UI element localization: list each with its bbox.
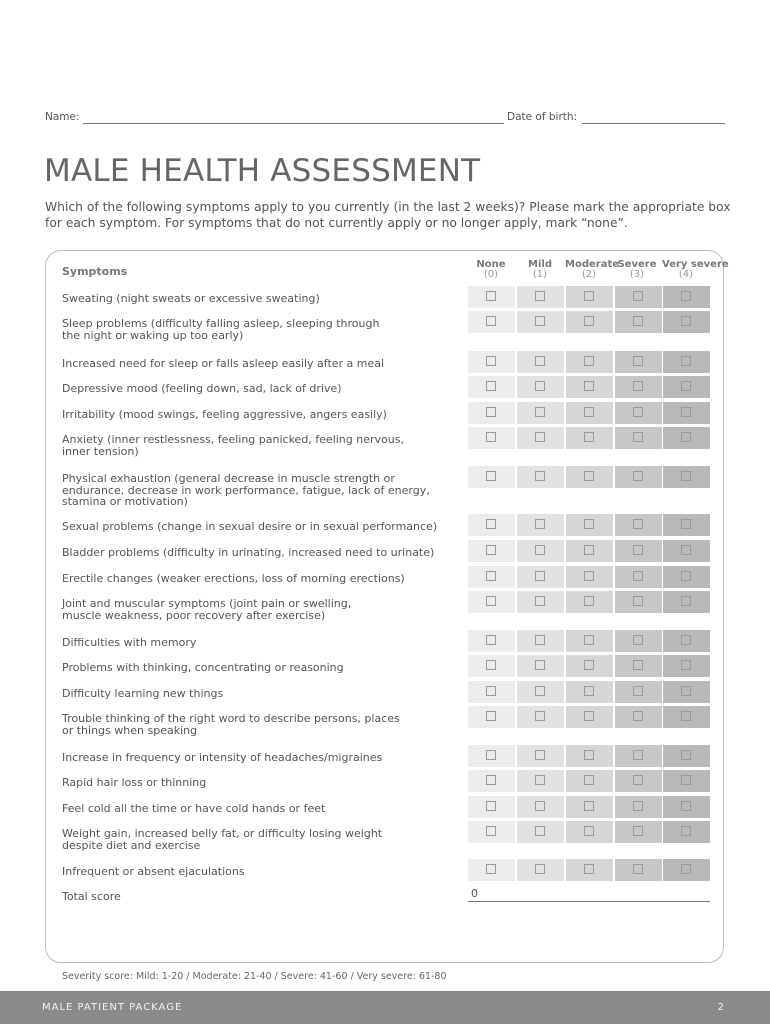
rating-checkbox[interactable] [584,635,594,645]
rating-cell-severe [615,402,662,424]
rating-cell-severe [615,630,662,652]
rating-cell-none [468,655,515,677]
rating-cell-none [468,630,515,652]
rating-checkbox[interactable] [633,571,643,581]
rating-checkbox[interactable] [486,801,496,811]
rating-checkbox[interactable] [681,801,691,811]
symptom-label [62,293,462,305]
rating-checkbox[interactable] [681,826,691,836]
rating-checkbox[interactable] [633,545,643,555]
rating-checkbox[interactable] [681,519,691,529]
rating-checkbox[interactable] [633,711,643,721]
symptom-label-line: Trouble thinking of the right word to describe persons, places [62,712,400,725]
rating-cell-none [468,286,515,308]
column-header-none [467,260,515,280]
rating-cell-none [468,376,515,398]
rating-checkbox[interactable] [633,407,643,417]
rating-checkbox[interactable] [681,660,691,670]
rating-checkbox[interactable] [535,826,545,836]
rating-cell-mild [517,859,564,881]
symptom-label [62,547,462,559]
rating-checkbox[interactable] [633,432,643,442]
rating-checkbox[interactable] [633,826,643,836]
symptom-label-line: Increased need for sleep or falls asleep easily after a meal [62,357,385,370]
symptom-label-line: endurance, decrease in work performance, fatigue, lack of energy, [62,483,430,497]
rating-cell-moderate [566,427,613,449]
rating-cell-mild [517,706,564,728]
column-name: None [476,259,506,270]
rating-checkbox[interactable] [486,635,496,645]
rating-cell-very-severe [663,859,710,881]
rating-cell-none [468,859,515,881]
rating-checkbox[interactable] [486,750,496,760]
symptom-label [62,866,462,878]
rating-checkbox[interactable] [633,775,643,785]
rating-cell-none [468,351,515,373]
rating-cell-none [468,514,515,536]
rating-checkbox[interactable] [633,864,643,874]
rating-cell-mild [517,821,564,843]
rating-cell-severe [615,770,662,792]
column-header-very-severe [662,259,729,280]
symptom-label-line: Depressive mood (feeling down, sad, lack of drive) [62,382,342,395]
rating-checkbox[interactable] [681,635,691,645]
rating-cell-mild [517,514,564,536]
rating-cell-very-severe [663,402,710,424]
instructions [45,199,735,231]
rating-cell-moderate [566,796,613,818]
symptom-label-line: Rapid hair loss or thinning [62,776,207,789]
column-score: (3) [629,269,645,280]
rating-checkbox[interactable] [535,660,545,670]
rating-cell-mild [517,311,564,333]
rating-cell-none [468,466,515,488]
rating-cell-mild [517,566,564,588]
severity-note: Severity score: Mild: 1-20 / Moderate: 21-40 / Severe: 41-60 / Very severe: 61-80 [62,971,447,982]
rating-checkbox[interactable] [681,571,691,581]
rating-checkbox[interactable] [584,381,594,391]
rating-checkbox[interactable] [633,660,643,670]
rating-checkbox[interactable] [633,686,643,696]
rating-cell-mild [517,351,564,373]
rating-cell-very-severe [663,745,710,767]
rating-checkbox[interactable] [486,826,496,836]
rating-checkbox[interactable] [633,471,643,481]
rating-checkbox[interactable] [633,635,643,645]
rating-checkbox[interactable] [633,750,643,760]
rating-cell-very-severe [663,466,710,488]
rating-cell-very-severe [663,770,710,792]
rating-checkbox[interactable] [535,432,545,442]
symptom-label [62,598,462,621]
column-header-moderate [565,259,620,280]
rating-cell-none [468,796,515,818]
rating-checkbox[interactable] [535,356,545,366]
symptom-label-line: stamina or motivation) [62,495,188,508]
rating-checkbox[interactable] [681,545,691,555]
total-score-label: Total score [62,890,121,903]
rating-cell-moderate [566,566,613,588]
rating-checkbox[interactable] [681,316,691,326]
rating-checkbox[interactable] [584,775,594,785]
rating-checkbox[interactable] [486,545,496,555]
rating-cell-none [468,402,515,424]
rating-cell-very-severe [663,796,710,818]
rating-checkbox[interactable] [633,356,643,366]
symptom-label-line: Problems with thinking, concentrating or reasoning [62,661,344,674]
rating-checkbox[interactable] [486,432,496,442]
rating-checkbox[interactable] [633,381,643,391]
rating-checkbox[interactable] [486,291,496,301]
rating-cell-none [468,311,515,333]
symptom-label-line: Bladder problems (difficulty in urinating, increased need to urinate) [62,546,435,559]
column-name: Severe [617,259,657,270]
rating-checkbox[interactable] [681,381,691,391]
rating-checkbox[interactable] [535,381,545,391]
rating-cell-very-severe [663,821,710,843]
total-score-line [468,901,710,902]
rating-cell-severe [615,745,662,767]
rating-cell-mild [517,402,564,424]
symptom-label-line: Erectile changes (weaker erections, loss of morning erections) [62,572,405,585]
rating-checkbox[interactable] [633,801,643,811]
rating-cell-moderate [566,591,613,613]
symptom-label [62,803,462,815]
rating-cell-severe [615,427,662,449]
rating-checkbox[interactable] [535,711,545,721]
rating-cell-moderate [566,681,613,703]
rating-cell-very-severe [663,514,710,536]
symptom-label-line: Joint and muscular symptoms (joint pain or swelling, [62,597,352,610]
rating-checkbox[interactable] [486,686,496,696]
rating-cell-none [468,681,515,703]
rating-checkbox[interactable] [584,750,594,760]
rating-checkbox[interactable] [535,519,545,529]
rating-checkbox[interactable] [584,801,594,811]
rating-cell-severe [615,655,662,677]
rating-cell-severe [615,286,662,308]
rating-cell-very-severe [663,655,710,677]
rating-cell-moderate [566,286,613,308]
symptom-label-line: Sexual problems (change in sexual desire or in sexual performance) [62,520,438,533]
rating-checkbox[interactable] [584,432,594,442]
column-score: (0) [483,269,499,280]
rating-cell-very-severe [663,286,710,308]
rating-checkbox[interactable] [633,596,643,606]
rating-checkbox[interactable] [584,545,594,555]
symptom-label-line: the night or waking up too early) [62,328,244,342]
rating-cell-mild [517,540,564,562]
rating-cell-moderate [566,351,613,373]
rating-cell-severe [615,351,662,373]
symptom-label [62,662,462,674]
rating-checkbox[interactable] [486,571,496,581]
symptom-label-line: Feel cold all the time or have cold hands or feet [62,802,326,815]
rating-cell-moderate [566,859,613,881]
rating-cell-moderate [566,706,613,728]
rating-checkbox[interactable] [535,407,545,417]
rating-cell-moderate [566,311,613,333]
rating-cell-mild [517,681,564,703]
rating-cell-severe [615,311,662,333]
rating-cell-mild [517,427,564,449]
page-number: 2 [717,1002,724,1013]
rating-cell-moderate [566,745,613,767]
rating-checkbox[interactable] [681,432,691,442]
symptom-label-line: muscle weakness, poor recovery after exercise) [62,608,326,622]
name-field[interactable] [83,123,504,124]
rating-cell-moderate [566,655,613,677]
rating-checkbox[interactable] [535,864,545,874]
symptom-label-line: despite diet and exercise [62,838,201,852]
rating-checkbox[interactable] [633,291,643,301]
rating-checkbox[interactable] [535,801,545,811]
rating-cell-severe [615,376,662,398]
rating-checkbox[interactable] [681,471,691,481]
column-name: Mild [528,259,552,270]
rating-cell-severe [615,796,662,818]
rating-cell-mild [517,466,564,488]
rating-cell-moderate [566,821,613,843]
rating-cell-none [468,821,515,843]
column-score: (2) [581,269,597,280]
rating-cell-none [468,540,515,562]
rating-cell-none [468,591,515,613]
rating-checkbox[interactable] [584,596,594,606]
symptom-label [62,752,462,764]
symptom-label [62,383,462,395]
rating-checkbox[interactable] [584,519,594,529]
rating-checkbox[interactable] [681,864,691,874]
symptom-label [62,713,462,736]
rating-checkbox[interactable] [681,686,691,696]
footer-title: MALE PATIENT PACKAGE [42,1002,183,1013]
rating-cell-none [468,427,515,449]
symptom-label-line: Difficulties with memory [62,636,197,649]
rating-checkbox[interactable] [535,635,545,645]
column-header-mild [516,260,564,280]
rating-cell-very-severe [663,566,710,588]
symptom-label [62,573,462,585]
rating-checkbox[interactable] [535,316,545,326]
rating-checkbox[interactable] [584,471,594,481]
rating-cell-severe [615,466,662,488]
symptom-label-line: Physical exhaustion (general decrease in muscle strength or [62,472,395,485]
rating-checkbox[interactable] [584,356,594,366]
page-footer [0,991,770,1024]
symptom-label-line: Irritability (mood swings, feeling aggressive, angers easily) [62,408,387,421]
rating-cell-mild [517,286,564,308]
rating-cell-moderate [566,514,613,536]
rating-cell-moderate [566,540,613,562]
rating-cell-very-severe [663,630,710,652]
rating-cell-severe [615,514,662,536]
rating-cell-severe [615,821,662,843]
rating-cell-moderate [566,630,613,652]
symptom-label [62,409,462,421]
symptom-label [62,777,462,789]
rating-checkbox[interactable] [584,660,594,670]
dob-label: Date of birth: [507,111,578,123]
rating-checkbox[interactable] [535,750,545,760]
rating-cell-severe [615,706,662,728]
rating-checkbox[interactable] [486,711,496,721]
rating-cell-very-severe [663,376,710,398]
rating-checkbox[interactable] [486,407,496,417]
rating-cell-very-severe [663,681,710,703]
symptom-label-line: Increase in frequency or intensity of headaches/migraines [62,751,383,764]
symptom-label-line: inner tension) [62,444,139,458]
rating-cell-mild [517,655,564,677]
rating-checkbox[interactable] [681,711,691,721]
symptom-label [62,828,462,851]
rating-cell-mild [517,630,564,652]
symptom-label [62,358,462,370]
rating-cell-severe [615,859,662,881]
symptom-label-line: Infrequent or absent ejaculations [62,865,245,878]
rating-checkbox[interactable] [486,471,496,481]
dob-field[interactable] [582,123,725,124]
rating-checkbox[interactable] [535,471,545,481]
rating-cell-moderate [566,466,613,488]
symptom-label [62,434,462,457]
rating-cell-mild [517,796,564,818]
rating-checkbox[interactable] [633,519,643,529]
page-title: MALE HEALTH ASSESSMENT [44,153,481,189]
rating-checkbox[interactable] [535,545,545,555]
rating-checkbox[interactable] [681,775,691,785]
rating-cell-none [468,770,515,792]
rating-checkbox[interactable] [584,291,594,301]
rating-cell-none [468,706,515,728]
total-score-value[interactable]: 0 [471,887,478,900]
rating-checkbox[interactable] [535,686,545,696]
rating-cell-very-severe [663,540,710,562]
rating-checkbox[interactable] [486,381,496,391]
rating-checkbox[interactable] [535,571,545,581]
rating-checkbox[interactable] [535,596,545,606]
rating-checkbox[interactable] [681,407,691,417]
rating-cell-very-severe [663,591,710,613]
symptom-label-line: Difficulty learning new things [62,687,224,700]
rating-checkbox[interactable] [486,316,496,326]
rating-cell-very-severe [663,351,710,373]
column-score: (4) [678,269,694,280]
symptom-label-line: Sweating (night sweats or excessive sweating) [62,292,320,305]
rating-checkbox[interactable] [584,864,594,874]
rating-checkbox[interactable] [584,316,594,326]
rating-cell-mild [517,770,564,792]
rating-cell-mild [517,376,564,398]
rating-checkbox[interactable] [681,750,691,760]
rating-checkbox[interactable] [584,407,594,417]
column-header-severe [613,260,661,280]
rating-cell-very-severe [663,706,710,728]
symptom-label [62,521,462,533]
rating-checkbox[interactable] [535,775,545,785]
rating-checkbox[interactable] [486,775,496,785]
rating-cell-severe [615,540,662,562]
rating-cell-very-severe [663,427,710,449]
rating-checkbox[interactable] [535,291,545,301]
name-label: Name: [45,111,80,123]
rating-checkbox[interactable] [486,519,496,529]
rating-cell-severe [615,681,662,703]
column-name: Moderate [565,259,620,270]
rating-checkbox[interactable] [681,291,691,301]
rating-cell-none [468,566,515,588]
symptom-label [62,318,462,341]
rating-cell-mild [517,745,564,767]
column-score: (1) [532,269,548,280]
rating-cell-severe [615,591,662,613]
instructions-line: Which of the following symptoms apply to you currently (in the last 2 weeks)? Please mark the appropriate box [45,200,731,214]
symptom-label [62,637,462,649]
rating-checkbox[interactable] [486,864,496,874]
rating-cell-moderate [566,770,613,792]
rating-checkbox[interactable] [584,826,594,836]
column-name: Very severe [662,259,729,270]
rating-checkbox[interactable] [486,660,496,670]
rating-cell-very-severe [663,311,710,333]
rating-cell-severe [615,566,662,588]
rating-cell-moderate [566,376,613,398]
rating-cell-mild [517,591,564,613]
symptoms-header: Symptoms [62,265,128,278]
rating-checkbox[interactable] [584,711,594,721]
rating-cell-moderate [566,402,613,424]
rating-checkbox[interactable] [584,571,594,581]
symptom-label-line: or things when speaking [62,723,198,737]
symptom-label [62,688,462,700]
symptom-label-line: Sleep problems (difficulty falling asleep, sleeping through [62,317,380,330]
rating-checkbox[interactable] [681,596,691,606]
rating-checkbox[interactable] [584,686,594,696]
rating-cell-none [468,745,515,767]
patient-info-line [45,111,725,127]
rating-checkbox[interactable] [633,316,643,326]
rating-checkbox[interactable] [681,356,691,366]
rating-checkbox[interactable] [486,356,496,366]
rating-checkbox[interactable] [486,596,496,606]
symptom-label-line: Anxiety (inner restlessness, feeling panicked, feeling nervous, [62,433,404,446]
symptom-label-line: Weight gain, increased belly fat, or difficulty losing weight [62,827,383,840]
symptom-label [62,473,462,508]
instructions-line: for each symptom. For symptoms that do not currently apply or no longer apply, mark “none”. [45,216,628,230]
